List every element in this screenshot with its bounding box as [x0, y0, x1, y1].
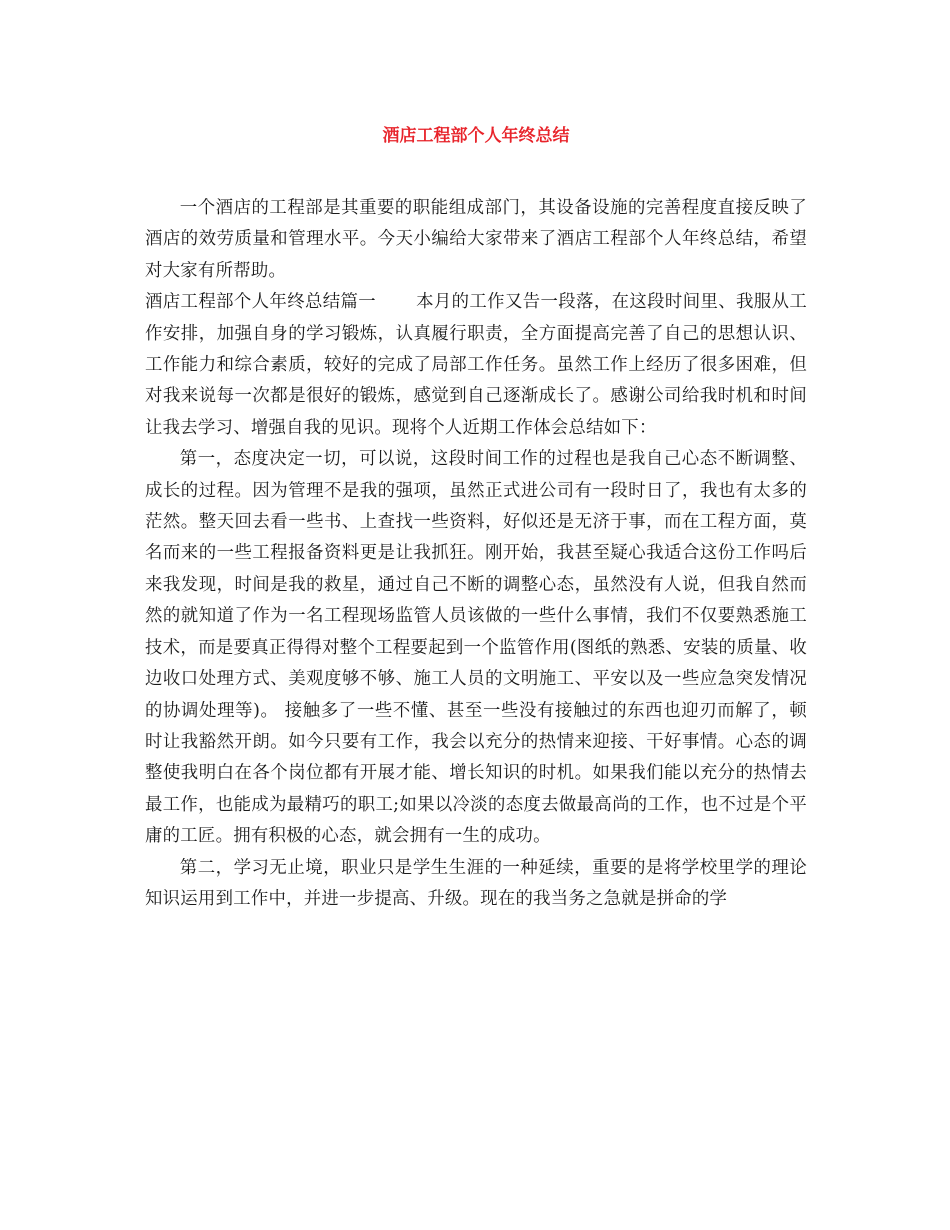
paragraph-second: 第二，学习无止境，职业只是学生生涯的一种延续，重要的是将学校里学的理论知识运用到工作中，并进一步提高、升级。现在的我当务之急就是拼命的学 — [145, 857, 807, 909]
paragraph-first: 第一，态度决定一切，可以说，这段时间工作的过程也是我自己心态不断调整、成长的过程。因为管理不是我的强项，虽然正式进公司有一段时日了，我也有太多的茫然。整天回去看一些书、上查找一些资料，好似还是无济于事，而在工程方面，莫名而来的一些工程报备资料更是让我抓狂。刚开始，我甚至疑心我适合这份工作吗后来我发现，时间是我的救星，通过自己不断的调整心态，虽然没有人说，但我自然而然的就知道了作为一名工程现场监管人员该做的一些什么事情，我们不仅要熟悉施工技术，而是要真正得得对整个工程要起到一个监管作用(图纸的熟悉、安装的质量、收边收口处理方式、美观度够不够、施工人员的文明施工、平安以及一些应急突发情况的协调处理等)。 接触多了一些不懂、甚至一些没有接触过的东西也迎刃而解了，顿时让我豁然开朗。如今只要有工作，我会以充分的热情来迎接、干好事情。心态的调整使我明白在各个岗位都有开展才能、增长知识的时机。如果我们能以充分的热情去最工作，也能成为最精巧的职工;如果以冷淡的态度去做最高尚的工作，也不过是个平庸的工匠。拥有积极的心态，就会拥有一生的成功。 — [145, 449, 807, 847]
document-title: 酒店工程部个人年终总结 — [382, 126, 570, 146]
section-paragraph — [145, 287, 807, 444]
document-body — [145, 193, 807, 915]
section-opening-text: 本月的工作又告一段落，在这段时间里、我服从工作安排，加强自身的学习锻炼，认真履行职责，全方面提高完善了自己的思想认识、工作能力和综合素质，较好的完成了局部工作任务。虽然工作上经历了很多困难，但对我来说每一次都是很好的锻炼，感觉到自己逐渐成长了。感谢公司给我时机和时间让我去学习、增强自我的见识。现将个人近期工作体会总结如下： — [145, 292, 807, 438]
intro-paragraph: 一个酒店的工程部是其重要的职能组成部门，其设备设施的完善程度直接反映了酒店的效劳质量和管理水平。今天小编给大家带来了酒店工程部个人年终总结，希望对大家有所帮助。 — [145, 198, 807, 281]
section-heading: 酒店工程部个人年终总结篇一 — [145, 292, 377, 313]
